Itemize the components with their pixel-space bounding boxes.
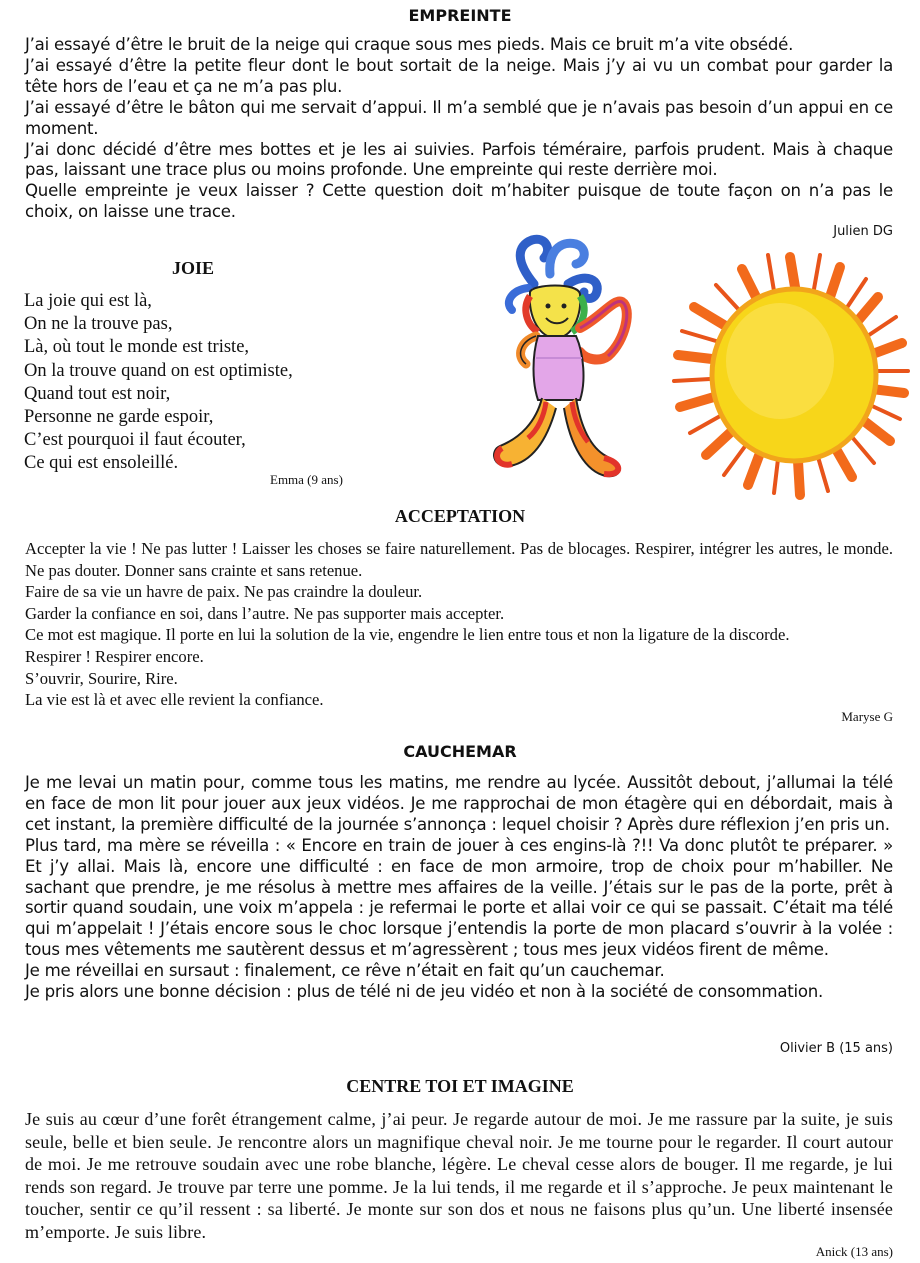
acceptation-line: Ce mot est magique. Il porte en lui la solution de la vie, engendre le lien entre tous et non la ligature de la discorde.	[25, 625, 790, 645]
empreinte-signature: Julien DG	[833, 224, 893, 239]
cauchemar-paragraph: Plus tard, ma mère se réveilla : « Encore en train de jouer à ces engins-là ?!! Va donc plutôt te préparer. » Et j’y allai. Mais là, encore une difficulté : en face de mon armoire, trop de choix pour m’habiller. Ne sachant que prendre, je me résolus à mettre mes affaires de la veille. J’étais sur le pas de la porte, prêt à sortir quand soudain, une voix m’appela : je refermai le porte et allai voir ce qui se passait. C’était ma télé qui m’appelait ! J’étais encore sous le choc lorsque j’entendis la porte de mon placard s’ouvrir à la volée : tous mes vêtements me sautèrent dessus et m’agressèrent ; tous mes jeux vidéos firent de même.	[25, 835, 893, 960]
acceptation-line: Garder la confiance en soi, dans l’autre. Ne pas supporter mais accepter.	[25, 603, 505, 623]
acceptation-line: La vie est là et avec elle revient la confiance.	[25, 690, 324, 710]
cauchemar-paragraph: Je me réveillai en sursaut : finalement, ce rêve n’était en fait qu’un cauchemar.	[25, 961, 665, 981]
empreinte-body	[25, 35, 893, 223]
child-drawing-jester-icon	[476, 232, 638, 480]
section-title-joie: JOIE	[172, 258, 215, 278]
poem-line: Personne ne garde espoir,	[24, 407, 214, 428]
poem-line: Là, où tout le monde est triste,	[24, 337, 250, 358]
cauchemar-signature: Olivier B (15 ans)	[779, 1041, 893, 1056]
acceptation-line: S’ouvrir, Sourire, Rire.	[25, 668, 178, 688]
section-title-cauchemar: CAUCHEMAR	[403, 742, 517, 761]
poem-line: Ce qui est ensoleillé.	[24, 453, 179, 474]
centre-signature: Anick (13 ans)	[815, 1244, 893, 1259]
acceptation-body	[25, 538, 893, 711]
section-title-empreinte: EMPREINTE	[408, 6, 512, 25]
empreinte-line: J’ai donc décidé d’être mes bottes et je les ai suivies. Parfois téméraire, parfois prudent. Mais à chaque pas, laissant une trace plus ou moins profonde. Une empreinte qui reste derrière moi.	[25, 139, 893, 180]
joie-signature: Emma (9 ans)	[270, 472, 343, 487]
centre-body	[25, 1108, 893, 1244]
centre-paragraph: Je suis au cœur d’une forêt étrangement calme, j’ai peur. Je regarde autour de moi. Je me rassure par la suite, je suis seule, belle et bien seule. Je rencontre alors un magnifique cheval noir. Je me tourne pour le regarder. Il court autour de moi. Je me retrouve soudain avec une robe blanche, légère. Le cheval cesse alors de bouger. Il me regarde, je lui rends son regard. Je trouve par terre une pomme. Je la lui tends, il me regarde et il s’approche. Je peux maintenant le toucher, sentir ce qu’il ressent : sa liberté. Je monte sur son dos et nous ne faisons plus qu’un. Une liberté insensée m’emporte. Je suis libre.	[25, 1109, 893, 1242]
section-title-acceptation: ACCEPTATION	[394, 506, 526, 526]
poem-line: On la trouve quand on est optimiste,	[24, 360, 293, 381]
cauchemar-paragraph: Je pris alors une bonne décision : plus de télé ni de jeu vidéo et non à la société de consommation.	[25, 982, 824, 1002]
empreinte-line: J’ai essayé d’être la petite fleur dont le bout sortait de la neige. Mais j’y ai vu un combat pour garder la tête hors de l’eau et ça ne m’a pas plu.	[25, 55, 893, 96]
acceptation-signature: Maryse G	[841, 709, 893, 724]
section-title-centre-toi-et-imagine: CENTRE TOI ET IMAGINE	[346, 1076, 574, 1096]
cauchemar-body	[25, 773, 893, 1003]
cauchemar-paragraph: Je me levai un matin pour, comme tous les matins, me rendre au lycée. Aussitôt debout, j’allumai la télé en face de mon lit pour jouer aux jeux vidéos. Je me rapprochai de mon étagère qui en débordait, mais à cet instant, la première difficulté de la journée s’annonça : lequel choisir ? Après dure réflexion j’en pris un.	[25, 773, 893, 834]
poem-line: Quand tout est noir,	[24, 383, 171, 404]
empreinte-line: J’ai essayé d’être le bâton qui me servait d’appui. Il m’a semblé que je n’avais pas besoin d’un appui en ce moment.	[25, 97, 893, 138]
acceptation-line: Accepter la vie ! Ne pas lutter ! Laisser les choses se faire naturellement. Pas de blocages. Respirer, intégrer les autres, le monde. Ne pas douter. Donner sans crainte et sans retenue.	[25, 539, 893, 580]
poem-line: C’est pourquoi il faut écouter,	[24, 430, 246, 451]
poem-line: On ne la trouve pas,	[24, 314, 173, 335]
empreinte-line: J’ai essayé d’être le bruit de la neige qui craque sous mes pieds. Mais ce bruit m’a vite obsédé.	[25, 35, 794, 54]
child-drawing-sun-icon	[670, 245, 910, 503]
poem-line: La joie qui est là,	[24, 291, 152, 311]
empreinte-line: Quelle empreinte je veux laisser ? Cette question doit m’habiter puisque de toute façon on n’a pas le choix, on laisse une trace.	[25, 181, 893, 222]
joie-poem	[24, 290, 293, 476]
acceptation-line: Respirer ! Respirer encore.	[25, 646, 204, 666]
acceptation-line: Faire de sa vie un havre de paix. Ne pas craindre la douleur.	[25, 582, 423, 602]
